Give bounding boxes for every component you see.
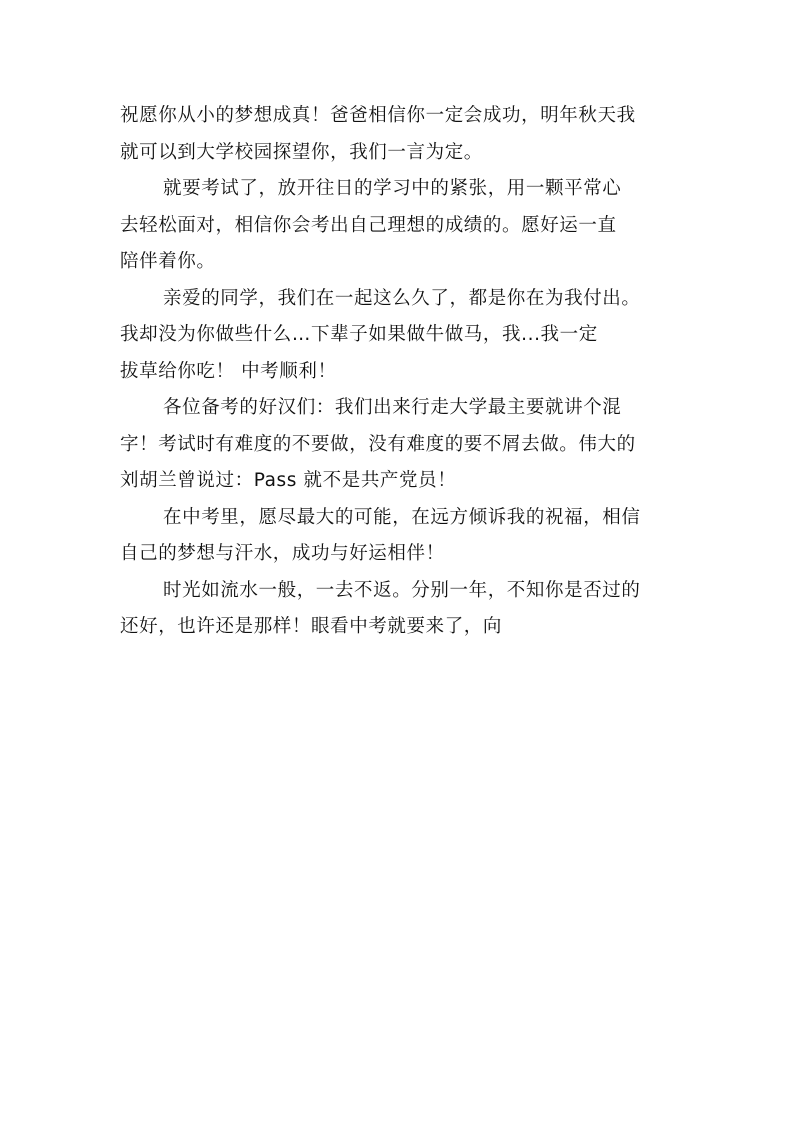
text-line: 各位备考的好汉们：我们出来行走大学最主要就讲个混 (163, 397, 622, 418)
text-line: 还好，也许还是那样！眼看中考就要来了，向 (120, 616, 503, 637)
text-line: 去轻松面对，相信你会考出自己理想的成绩的。愿好运一直 (120, 214, 617, 236)
text-line: 陪伴着你。 (120, 251, 216, 272)
text-line: 亲爱的同学，我们在一起这么久了，都是你在为我付出。 (163, 287, 641, 309)
text-line: 自己的梦想与汗水，成功与好运相伴！ (120, 543, 445, 564)
text-line: 我却没为你做些什么…下辈子如果做牛做马，我...我一定 (120, 324, 598, 345)
text-line: 就可以到大学校园探望你，我们一言为定。 (120, 141, 483, 163)
text-line: 时光如流水一般，一去不返。分别一年，不知你是否过的 (163, 579, 641, 601)
text-line: 在中考里，愿尽最大的可能，在远方倾诉我的祝福，相信 (163, 506, 641, 528)
text-line: 字！考试时有难度的不要做，没有难度的要不屑去做。伟大的 (120, 433, 636, 455)
text-line: 就要考试了，放开往日的学习中的紧张，用一颗平常心 (163, 178, 622, 199)
text-line: 拔草给你吃！ 中考顺利！ (120, 360, 337, 382)
text-line: 刘胡兰曾说过：Pass 就不是共产党员！ (120, 470, 457, 491)
document-body (120, 98, 690, 646)
text-line: 祝愿你从小的梦想成真！爸爸相信你一定会成功，明年秋天我 (120, 105, 636, 126)
